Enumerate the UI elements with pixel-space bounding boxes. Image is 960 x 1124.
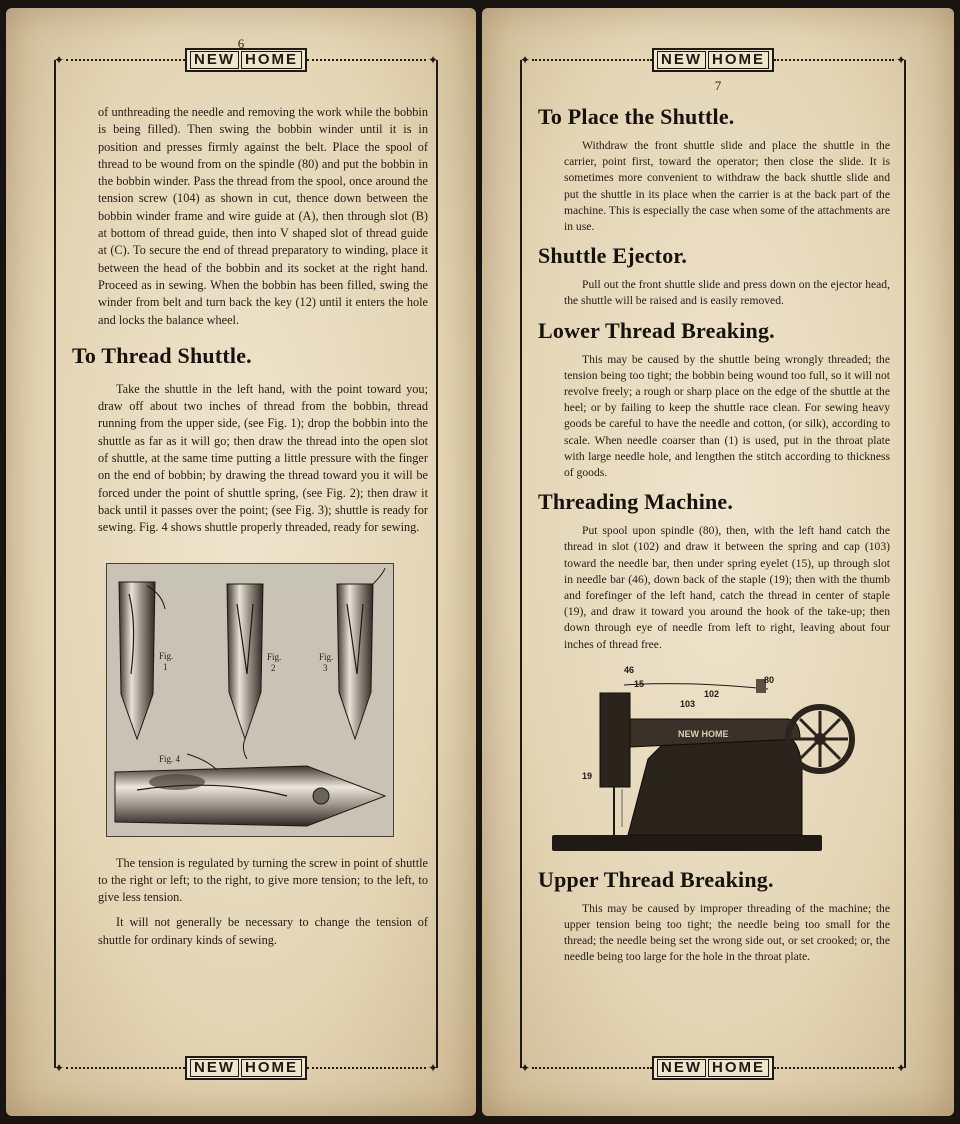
ornament-icon: ✦ [895, 53, 906, 67]
brand-logo: NEW HOME [652, 1056, 774, 1080]
intro-paragraph: of unthreading the needle and removing the work while the bobbin is being filled). Then swing the bobbin winder until it is in position and presses firmly against the belt. Place the spool of thread to be wound from on the spindle (80) and put the bobbin in the bobbin winder. Pass the thread from the spool, once around the tension screw (104) as shown in cut, thence down between the bobbin winder frame and wire guide at (A), then through slot (B) at bottom of thread guide, then into V shaped slot of thread guide at (C). To secure the end of thread preparatory to winding, place it between the head of the bobbin and its socket at the right hand. Proceed as in sewing. When the bobbin has been filled, swing the winder from belt and turn back the key (12) until it enters the hole and locks the balance wheel. [98, 105, 428, 327]
sewing-machine-illustration [538, 659, 898, 859]
fig1-label: Fig. [159, 650, 174, 661]
section-paragraph: Put spool upon spindle (80), then, with the left hand catch the thread in slot (102) and draw it between the spring and cap (103) toward the needle bar, then under spring eyelet (15), up through slot in needle bar (46), down back of the staple (19); then with the thumb and forefinger of the left hand, catch the thread in center of staple (19), and draw it toward you around the hook of the take-up; then down through eye of needle from left to right, leaving about four inches of thread free. [564, 524, 890, 651]
right-page [482, 8, 954, 1116]
ornament-icon: ✦ [427, 1061, 438, 1075]
section-heading: To Place the Shuttle. [538, 104, 735, 129]
callout-19: 19 [582, 770, 593, 781]
fig3-label: Fig. [319, 651, 334, 662]
page-number: 6 [237, 36, 245, 51]
fig1-shuttle [119, 582, 173, 739]
thread-path [624, 684, 768, 689]
page-number: 7 [714, 78, 722, 93]
machine-head [600, 693, 630, 787]
thread-shuttle-paragraph: Take the shuttle in the left hand, with the point toward you; draw off about two inches of thread from the bobbin, thread running from the upper side, (see Fig. 1); drop the bobbin into the shuttle as far as it will go; then draw the thread into the open slot of shuttle, at the same time putting a little pressure with the finger on the end of bobbin; by drawing the thread toward you it will be forced under the point of shuttle spring, (see Fig. 2); then draw it back until it passes over the point; (see Fig. 3); shuttle is ready for sewing. Fig. 4 shows shuttle properly threaded, ready for sewing. [98, 381, 428, 535]
shuttle-figures-illustration [106, 563, 394, 837]
section-heading: To Thread Shuttle. [72, 342, 252, 368]
section-paragraph: This may be caused by improper threading of the machine; the upper tension being too tight; the needle being too small for the thread; the needle being set the wrong side out, or set crooked; or, the needle being too large for the hole in the throat plate. [564, 901, 890, 964]
section-heading: Lower Thread Breaking. [538, 317, 775, 343]
callout-103: 103 [680, 698, 696, 709]
ornament-icon: ✦ [895, 1061, 906, 1075]
ornament-icon: ✦ [54, 1061, 65, 1075]
right-page-content [538, 104, 890, 1076]
svg-text:1: 1 [163, 661, 168, 672]
tension-paragraph: The tension is regulated by turning the screw in point of shuttle to the right or left; to the right, to give more tension; to the left, to give less tension. [98, 855, 428, 905]
fig4-shuttle [115, 754, 385, 826]
brand-logo: NEW HOME [652, 48, 774, 72]
section-heading: Shuttle Ejector. [538, 243, 688, 269]
svg-text:2: 2 [271, 662, 276, 673]
top-banner-right [518, 50, 908, 70]
fig3-shuttle [319, 568, 385, 739]
callout-15: 15 [634, 678, 645, 689]
callout-102: 102 [704, 688, 720, 699]
tension-note-paragraph: It will not generally be necessary to change the tension of shuttle for ordinary kinds of sewing. [98, 915, 428, 947]
sewing-machine-svg [538, 659, 878, 859]
brand-logo: NEW HOME [185, 1056, 307, 1080]
ornament-icon: ✦ [520, 1061, 531, 1075]
top-banner-left [52, 50, 440, 70]
left-page-content [72, 104, 428, 1076]
ornament-icon: ✦ [427, 53, 438, 67]
section-paragraph: Withdraw the front shuttle slide and place the shuttle in the carrier, point first, toward the operator; then close the slide. It is sometimes more convenient to withdraw the back shuttle slide and put the shuttle in its place when the carrier is at the back part of the machine. This is especially the case when some of the attachments are in use. [564, 139, 890, 234]
brand-logo: NEW HOME [185, 48, 307, 72]
callout-80: 80 [764, 674, 775, 685]
arm-lettering: NEW HOME [678, 728, 729, 739]
ornament-icon: ✦ [54, 53, 65, 67]
left-page [6, 8, 476, 1116]
section-paragraph: This may be caused by the shuttle being wrongly threaded; the tension being too tight; the bobbin being wound too full, so it will not revolve freely; a rough or sharp place on the edge of the shuttle at the heel; or by failing to keep the shuttle race clean. For sewing heavy goods be careful to have the needle and cotton, (or silk), according to scale. When needle coarser than (1) is used, put in the throat plate with large needle hole, and lengthen the stitch according to thickness of goods. [564, 352, 890, 480]
ornament-icon: ✦ [520, 53, 531, 67]
svg-text:3: 3 [323, 662, 328, 673]
shuttle-figures-svg [107, 564, 393, 836]
fig2-shuttle [227, 584, 281, 759]
fig4-label: Fig. 4 [159, 753, 181, 764]
machine-bed [552, 835, 822, 851]
section-heading: Upper Thread Breaking. [538, 866, 774, 892]
section-paragraph: Pull out the front shuttle slide and press down on the ejector head, the shuttle will be raised and is easily removed. [564, 278, 890, 308]
section-heading: Threading Machine. [538, 489, 734, 515]
fig2-label: Fig. [267, 651, 282, 662]
callout-46: 46 [624, 664, 635, 675]
